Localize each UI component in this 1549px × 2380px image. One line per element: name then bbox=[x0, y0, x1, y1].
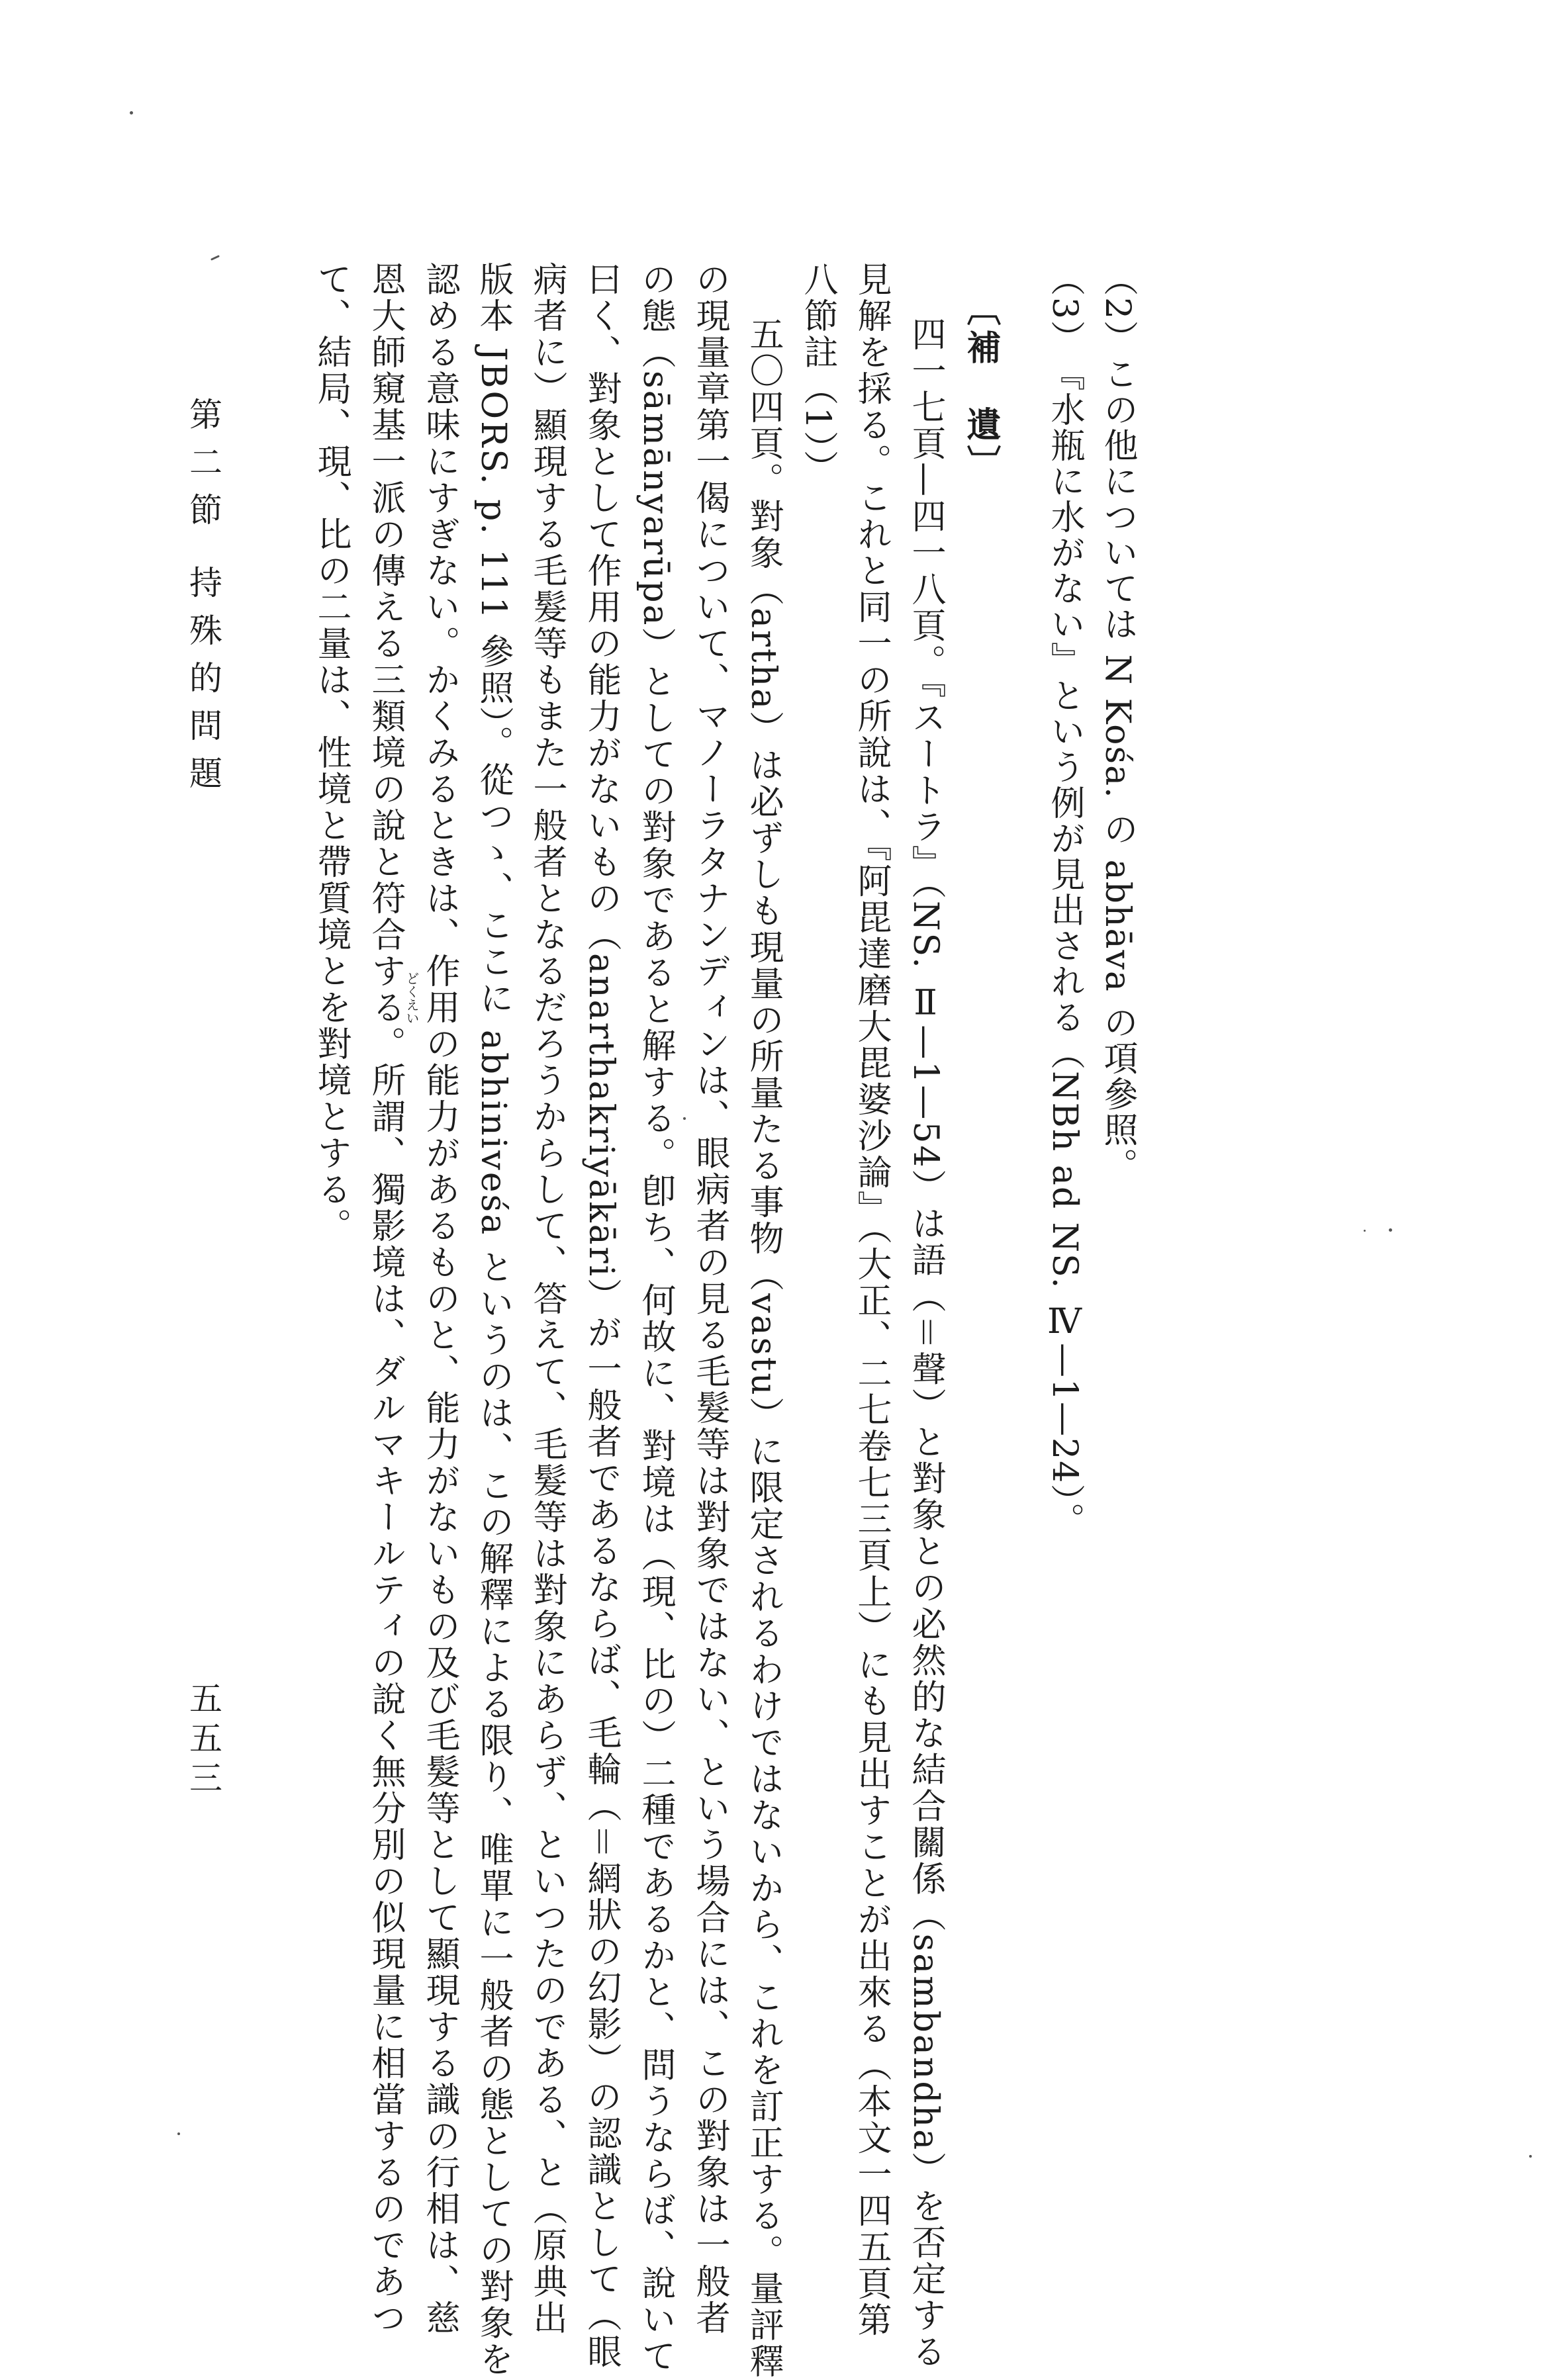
note-text: この他については N Kośa. の abhāva の項參照。 bbox=[1098, 356, 1137, 1184]
supplement-line: 曰く、對象として作用の能力がないもの（anarthakriyākāri）が一般者であるならば、毛輪（＝網狀の幻影）の認識として（眼 bbox=[581, 261, 621, 2371]
supplement-line: 五〇四頁。對象（artha）は必ずしも現量の所量たる事物（vastu）に限定されるわけではないから、これを訂正する。量評釋 bbox=[743, 316, 783, 2380]
note-text: 『水瓶に水がない』という例が見出される（NBh ad NS. Ⅳ—1—24）。 bbox=[1045, 356, 1084, 1539]
scan-speck bbox=[1529, 2155, 1532, 2158]
scan-speck bbox=[1364, 1230, 1366, 1232]
supplement-line: て、結局、現、比の二量は、性境と帶質境とを對境とする。 bbox=[311, 261, 351, 1244]
supplement-line: 恩大師窺基一派の傳える三類境の說と符合する。所謂、獨影境は、ダルマキールティの說く無分別の似現量に相當するのであつ bbox=[365, 261, 405, 2336]
supplement-line: 見解を採る。これと同一の所說は、『阿毘達磨大毘婆沙論』（大正、二七卷七三頁上）にも見出すことが出來る（本文一四五頁第 bbox=[851, 261, 891, 2338]
supplement-heading: 〔補 遺〕 bbox=[961, 291, 1001, 483]
supplement-line: 病者に）顯現する毛髮等もまた一般者となるだろうからして、答えて、毛髮等は對象にあらず、といつたのである、と（原典出 bbox=[527, 261, 567, 2336]
supplement-line: 版本 JBORS. p. 111 參照）。從つゝ、ここに abhiniveśa というのは、この解釋による限り、唯單に一般者の態としての對象を bbox=[473, 261, 513, 2378]
scan-speck bbox=[683, 1117, 686, 1120]
supplement-line: の態（sāmānyarūpa）としての對象であると解する。卽ち、何故に、對境は（現、比の）二種であるかと、問うならば、說いて bbox=[635, 261, 675, 2375]
supplement-line: の現量章第一偈について、マノーラタナンディンは、眼病者の見る毛髮等は對象ではない、という場合には、この對象は一般者 bbox=[690, 261, 729, 2336]
ruby-reading: どくえい bbox=[404, 972, 420, 1025]
note-number: （3） bbox=[1045, 261, 1084, 357]
note-number: （2） bbox=[1098, 261, 1137, 357]
supplement-line: 四一七頁—四一八頁。『スートラ』（NS. Ⅱ—1—54）は語（＝聲）と對象との必然的な結合關係（sambandha）を否定する bbox=[906, 316, 945, 2371]
running-head: 第二節 持殊的問題 bbox=[184, 397, 222, 803]
supplement-line: 八節註（1）） bbox=[798, 261, 837, 487]
note-2 bbox=[1100, 261, 1135, 1183]
scan-speck bbox=[177, 2132, 180, 2135]
scan-speck bbox=[130, 111, 133, 114]
note-3 bbox=[1047, 261, 1082, 1538]
scan-speck bbox=[1389, 1228, 1392, 1232]
supplement-line: 認める意味にすぎない。かくみるときは、作用の能力があるものと、能力がないもの及び毛髮等として顯現する識の行相は、慈 bbox=[420, 261, 459, 2336]
page-number: 五五三 bbox=[184, 1681, 222, 1800]
scan-speck bbox=[211, 255, 220, 261]
